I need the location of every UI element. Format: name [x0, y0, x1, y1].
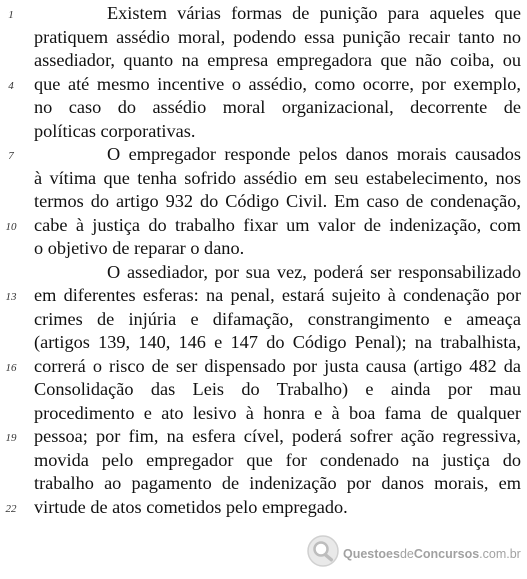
line-text: termos do artigo 932 do Código Civil. Em caso de condenação, [34, 191, 521, 211]
line-text: crimes de injúria e difamação, constrangimento e ameaça [34, 308, 521, 329]
text-line [0, 261, 527, 285]
line-text: que até mesmo incentive o assédio, como ocorre, por exemplo, [34, 73, 521, 94]
text-line [0, 472, 527, 496]
text-line [0, 2, 527, 26]
line-text: movida pelo empregador que for condenado na justiça do [34, 449, 521, 470]
line-text: (artigos 139, 140, 146 e 147 do Código Penal); na trabalhista, [34, 332, 521, 352]
line-text: pessoa; por fim, na esfera cível, poderá sofrer ação regressiva, [34, 426, 521, 446]
line-number: 1 [8, 9, 14, 21]
text-line [0, 120, 527, 144]
line-number: 19 [5, 432, 17, 444]
line-number: 10 [5, 220, 17, 233]
line-text: correrá o risco de ser dispensado por justa causa (artigo 482 da [34, 355, 521, 376]
line-text: o objetivo de reparar o dano. [34, 238, 245, 258]
line-number: 13 [5, 291, 17, 303]
line-text: procedimento e ato lesivo à honra e à boa fama de qualquer [34, 402, 521, 423]
text-line [0, 96, 527, 120]
text-line [0, 378, 527, 402]
line-text: virtude de atos cometidos pelo empregado. [34, 496, 348, 517]
line-text: à vítima que tenha sofrido assédio em seu estabelecimento, nos [34, 167, 521, 188]
text-line [0, 308, 527, 332]
line-text: políticas corporativas. [34, 120, 196, 141]
text-line [0, 496, 527, 520]
line-text: cabe à justiça do trabalho fixar um valor de indenização, com [34, 214, 521, 235]
text-line [0, 331, 527, 355]
text-line [0, 402, 527, 426]
line-number: 4 [8, 79, 14, 92]
text-line [0, 143, 527, 167]
watermark [305, 533, 521, 569]
line-text: assediador, quanto na empresa empregadora que não coiba, ou [34, 50, 521, 70]
line-number: 22 [5, 502, 17, 515]
line-text: Existem várias formas de punição para aqueles que [107, 3, 521, 23]
text-line [0, 425, 527, 449]
document-text [0, 2, 527, 519]
line-text: em diferentes esferas: na penal, estará sujeito à condenação por [34, 285, 521, 305]
line-number: 16 [5, 361, 17, 374]
text-line [0, 355, 527, 379]
text-line [0, 26, 527, 50]
line-text: O empregador responde pelos danos morais causados [107, 144, 521, 164]
text-line [0, 284, 527, 308]
text-line [0, 73, 527, 97]
watermark-text: QuestoesdeConcursos.com.br [343, 547, 521, 561]
line-text: no caso do assédio moral organizacional, decorrente de [34, 97, 521, 117]
text-line [0, 237, 527, 261]
line-text: Consolidação das Leis do Trabalho) e ainda por mau [34, 379, 521, 399]
questoes-de-concursos-logo-icon [305, 533, 341, 569]
line-text: trabalho ao pagamento de indenização por danos morais, em [34, 473, 521, 493]
text-line [0, 190, 527, 214]
line-number: 7 [8, 150, 14, 162]
text-line [0, 449, 527, 473]
line-text: pratiquem assédio moral, podendo essa punição recair tanto no [34, 26, 521, 47]
line-text: O assediador, por sua vez, poderá ser responsabilizado [107, 261, 521, 282]
text-line [0, 49, 527, 73]
text-line [0, 167, 527, 191]
text-line [0, 214, 527, 238]
